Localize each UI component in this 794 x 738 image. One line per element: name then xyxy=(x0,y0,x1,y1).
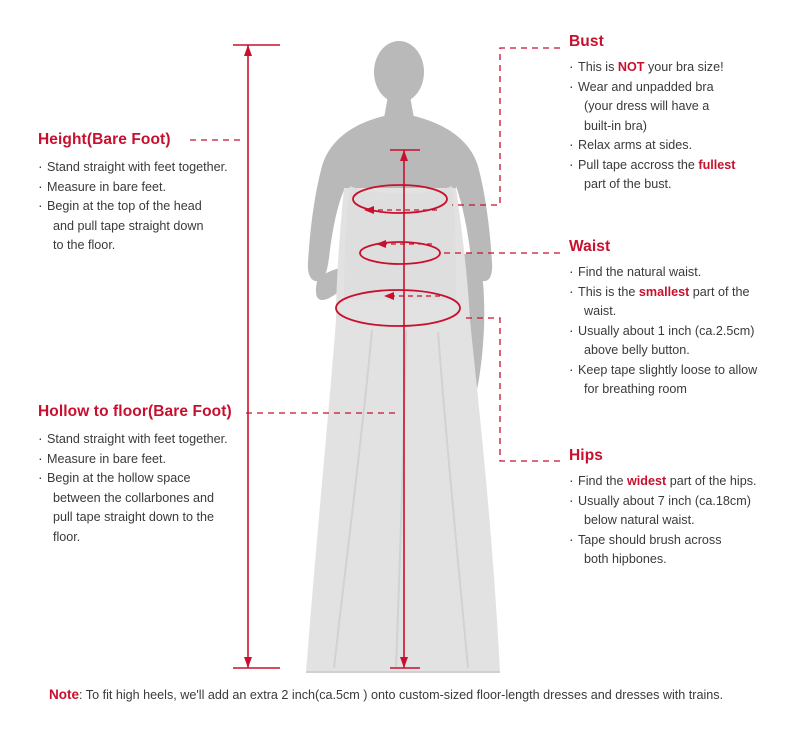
callout-height xyxy=(38,131,268,256)
callout-waist-list xyxy=(569,263,784,399)
list-item: built-in bra) xyxy=(584,118,647,133)
footer-note xyxy=(49,686,769,704)
callout-hollow-heading: Hollow to floor(Bare Foot) xyxy=(38,403,232,420)
list-item: · Relax arms at sides. xyxy=(569,136,787,155)
callout-height-heading: Height(Bare Foot) xyxy=(38,131,171,148)
list-item: for breathing room xyxy=(584,382,687,396)
list-item: · This is the smallest part of the xyxy=(569,283,784,302)
list-item: · Measure in bare feet. xyxy=(38,450,270,469)
list-item: part of the bust. xyxy=(584,177,672,191)
list-item: below natural waist. xyxy=(584,513,695,527)
list-item: both hipbones. xyxy=(584,552,667,566)
callout-hollow-to-floor xyxy=(38,403,270,547)
callout-hips xyxy=(569,447,783,570)
list-item: · This is NOT your bra size! xyxy=(569,58,787,77)
callout-bust-heading: Bust xyxy=(569,33,604,50)
list-item: · Begin at the top of the head xyxy=(38,197,268,216)
list-item: (your dress will have a xyxy=(584,99,710,113)
list-item: · Stand straight with feet together. xyxy=(38,158,268,177)
list-item: · Tape should brush across xyxy=(569,531,783,550)
callout-hollow-list xyxy=(38,430,270,546)
list-item: to the floor. xyxy=(53,238,116,252)
callout-hips-heading: Hips xyxy=(569,447,603,464)
callout-waist-heading: Waist xyxy=(569,238,611,255)
list-item: · Wear and unpadded bra xyxy=(569,78,787,97)
list-item: · Usually about 7 inch (ca.18cm) xyxy=(569,492,783,511)
list-item: waist. xyxy=(584,304,617,318)
list-item: · Pull tape accross the fullest xyxy=(569,156,787,175)
callout-bust-list xyxy=(569,58,787,194)
list-item: · Find the widest part of the hips. xyxy=(569,472,783,491)
list-item: · Measure in bare feet. xyxy=(38,178,268,197)
list-item: above belly button. xyxy=(584,343,690,357)
list-item: · Keep tape slightly loose to allow xyxy=(569,361,784,380)
callout-height-list xyxy=(38,158,268,255)
list-item: · Stand straight with feet together. xyxy=(38,430,270,449)
note-text: : To fit high heels, we'll add an extra 2 inch(ca.5cm ) onto custom-sized floor-length dresses and dresses with trains. xyxy=(79,688,724,702)
list-item: and pull tape straight down xyxy=(53,218,204,233)
list-item: pull tape straight down to the xyxy=(53,510,215,524)
list-item: floor. xyxy=(53,529,81,544)
list-item: · Begin at the hollow space xyxy=(38,469,270,488)
note-label: Note xyxy=(49,687,79,702)
list-item: · Usually about 1 inch (ca.2.5cm) xyxy=(569,322,784,341)
list-item: · Find the natural waist. xyxy=(569,263,784,282)
callout-waist xyxy=(569,238,784,400)
callout-bust xyxy=(569,33,787,195)
callout-hips-list xyxy=(569,472,783,569)
list-item: between the collarbones and xyxy=(53,490,215,505)
